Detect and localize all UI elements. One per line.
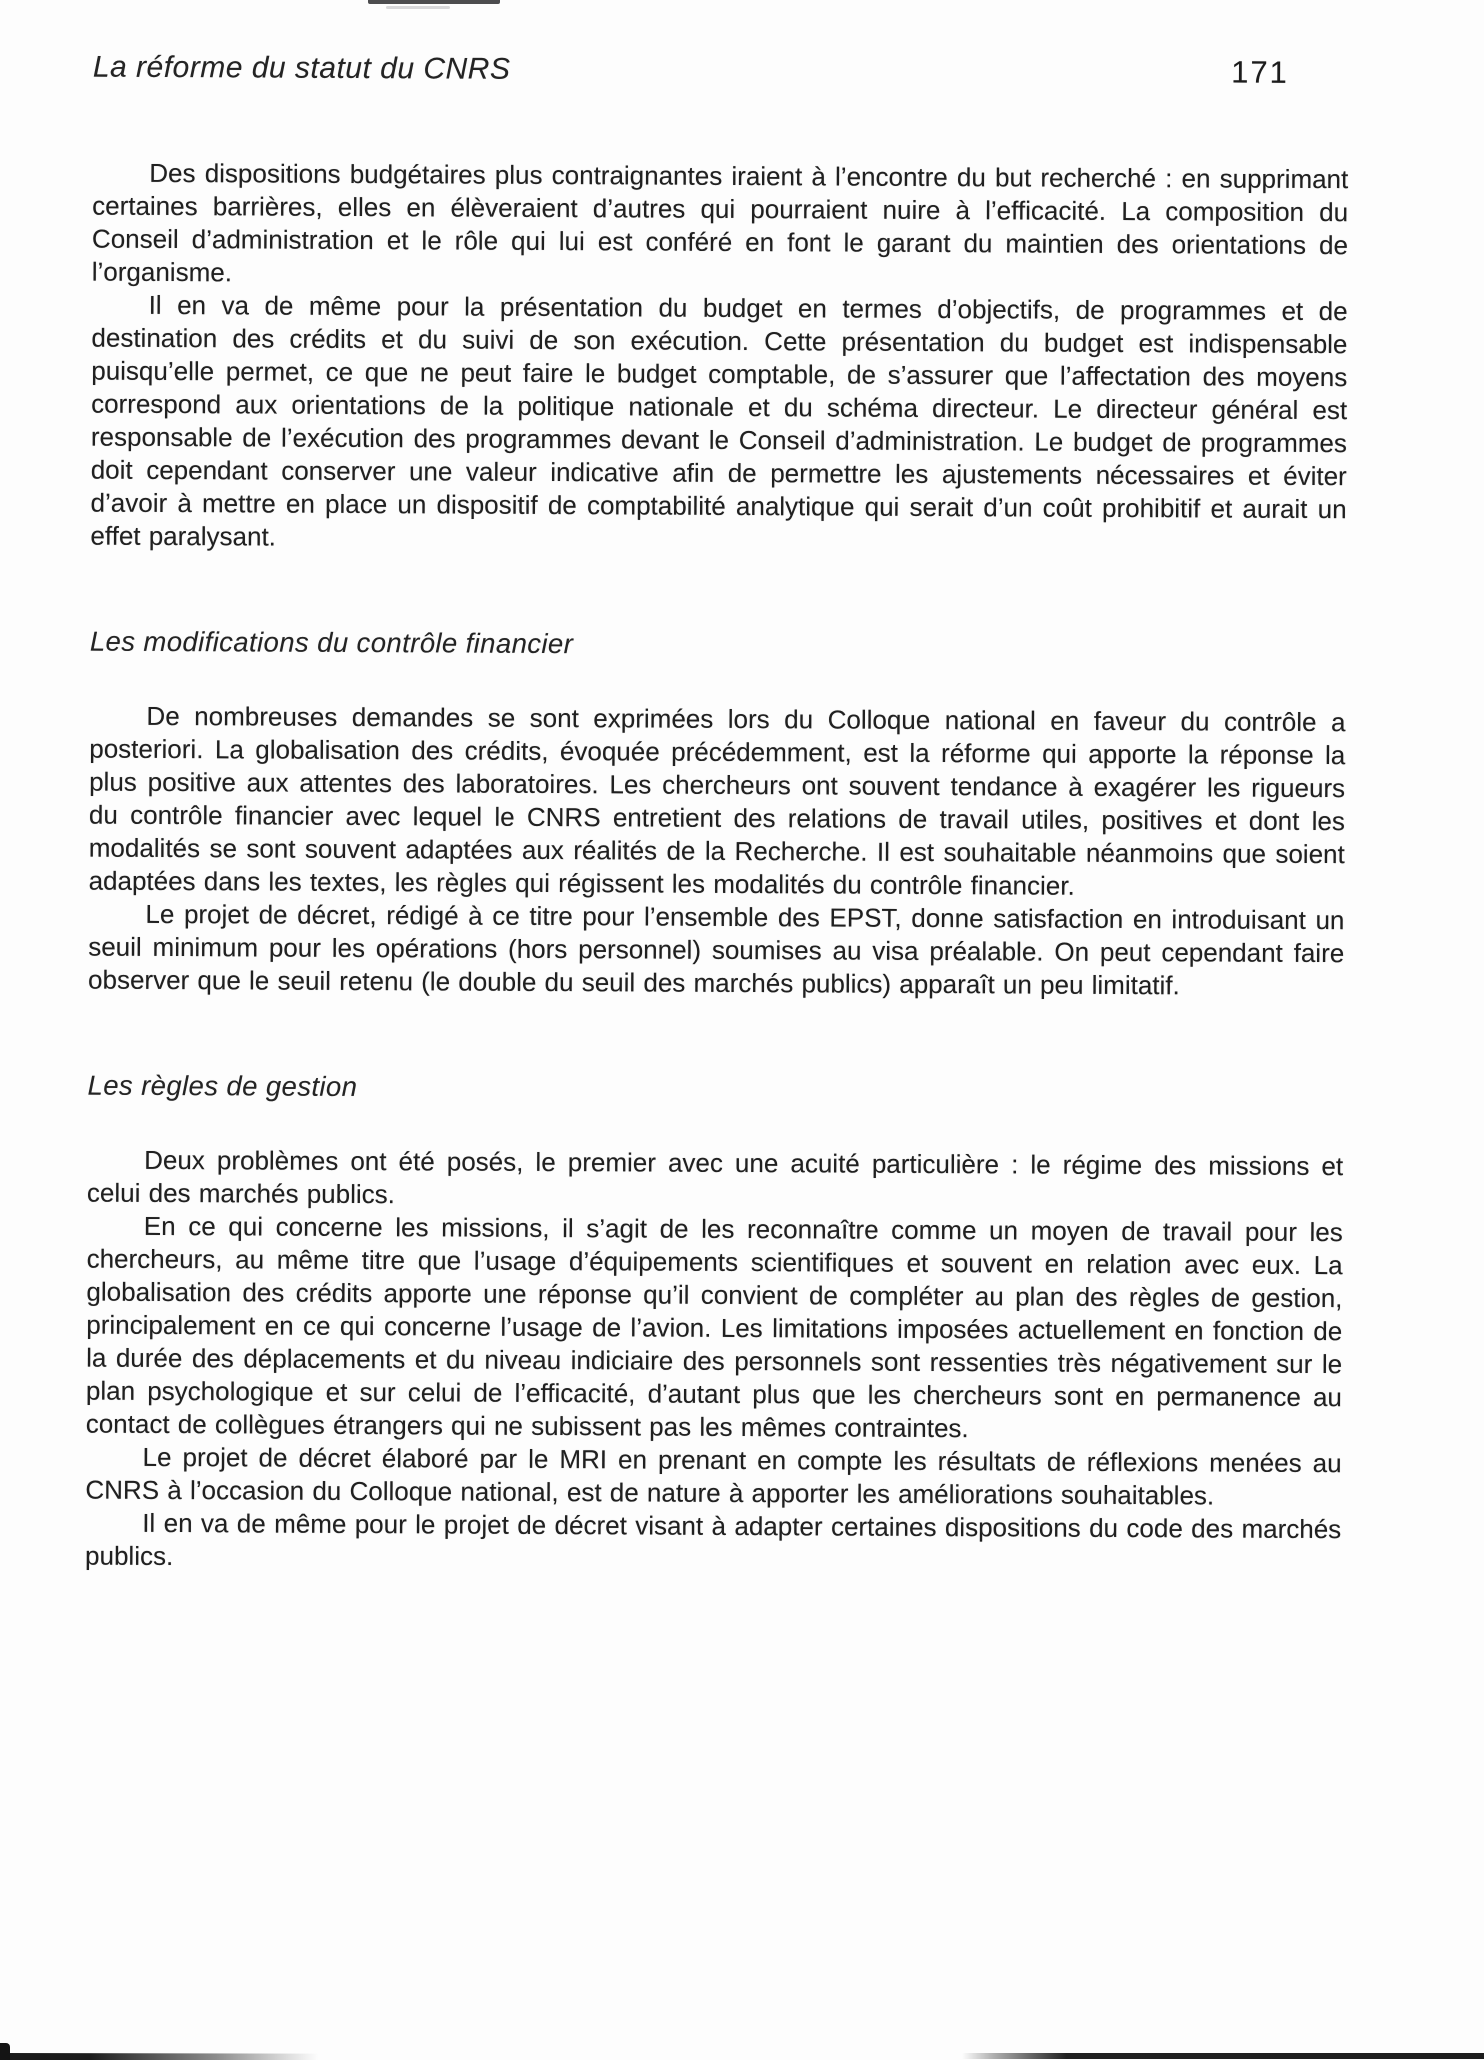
section-heading: Les règles de gestion [87,1069,358,1102]
paragraph: Le projet de décret élaboré par le MRI en prenant en compte les résultats de réflexions menées au CNRS à l’occasion du Colloque national, est de nature à apporter les améliorations souhaitables. [85,1441,1342,1511]
paragraph: Le projet de décret, rédigé à ce titre pour l’ensemble des EPST, donne satisfaction en introduisant un seuil minimum pour les opérations (hors personnel) soumises au visa préalable. On peut cependant faire observer que le seuil retenu (le double du seuil des marchés publics) apparaît un peu limitatif. [88,898,1345,1001]
paragraph: En ce qui concerne les missions, il s’agit de les reconnaître comme un moyen de travail pour les chercheurs, au même titre que l’usage d’équipements scientifiques et souvent en relation avec eux. La globalisation des crédits apporte une réponse qu’il convient de compléter au plan des règles de gestion, principalement en ce qui concerne l’usage de l’avion. Les limitations imposées actuellement en fonction de la durée des déplacements et du niveau indiciaire des personnels sont ressenties très négativement sur le plan psychologique et sur celui de l’efficacité, d’autant plus que les chercheurs sont en permanence au contact de collègues étrangers qui ne subissent pas les mêmes contraintes. [85,1210,1343,1444]
paragraph: Il en va de même pour la présentation du budget en termes d’objectifs, de programmes et de destination des crédits et du suivi de son exécution. Cette présentation du budget est indispensable puisqu’elle permet, ce que ne peut faire le budget comptable, de s’assurer que l’affectation des moyens correspond aux orientations de la politique nationale et du schéma directeur. Le directeur général est responsable de l’exécution des programmes devant le Conseil d’administration. Le budget de programmes doit cependant conserver une valeur indicative afin de permettre les ajustements nécessaires et éviter d’avoir à mettre en place un dispositif de comptabilité analytique qui serait d’un coût prohibitif et aurait un effet paralysant. [90,289,1348,552]
page-body [85,157,1348,1580]
paragraph: Il en va de même pour le projet de décret visant à adapter certaines dispositions du code des marchés publics. [85,1507,1342,1572]
paragraph: Deux problèmes ont été posés, le premier avec une acuité particulière : le régime des missions et celui des marchés publics. [86,1144,1344,1210]
running-header [93,49,1351,92]
paragraph: De nombreuses demandes se sont exprimées lors du Colloque national en faveur du contrôle a posteriori. La globalisation des crédits, évoquée précédemment, est la réforme qui apporte la réponse la plus positive aux attentes des laboratoires. Les chercheurs ont souvent tendance à exagérer les rigueurs du contrôle financier avec lequel le CNRS entretient des relations de travail utiles, positives et dont les modalités se sont souvent adaptées aux réalités de la Recherche. Il est souhaitable néanmoins que soient adaptées dans les textes, les règles qui régissent les modalités du contrôle financier. [88,700,1346,901]
running-title: La réforme du statut du CNRS [92,50,511,86]
page-number: 171 [1231,54,1289,90]
paragraph: Des dispositions budgétaires plus contraignantes iraient à l’encontre du but recherché : en supprimant certaines barrières, elles en élèveraient d’autres qui pourraient nuire à l’efficacité. La composition du Conseil d’administration et le rôle qui lui est conféré en font le garant du maintien des orientations de l’organisme. [91,157,1349,288]
section-heading: Les modifications du contrôle financier [89,625,574,660]
